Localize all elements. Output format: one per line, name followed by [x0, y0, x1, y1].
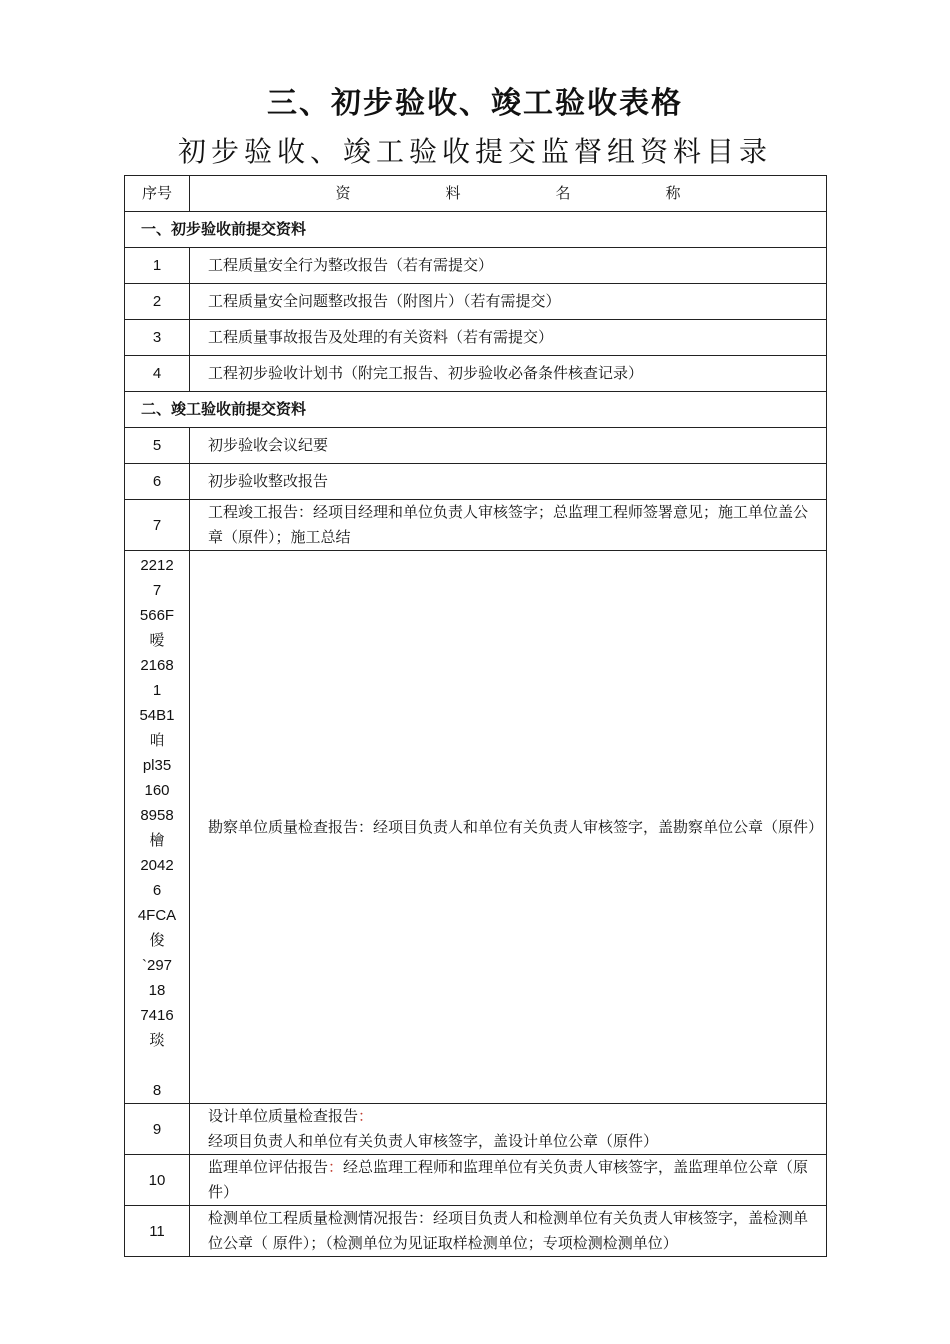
- row-name: 检测单位工程质量检测情况报告：经项目负责人和检测单位有关负责人审核签字，盖检测单位公章（ 原件）；（检测单位为见证取样检测单位；专项检测检测单位）: [190, 1206, 827, 1257]
- row-name: 初步验收整改报告: [190, 464, 827, 500]
- row-no: 11: [125, 1206, 190, 1257]
- noise-line: 566F: [139, 607, 175, 624]
- noise-line: 54B1: [139, 707, 175, 724]
- noise-line: 7: [152, 582, 162, 599]
- noise-line: 2168: [140, 657, 174, 674]
- table-row: [125, 320, 827, 356]
- noise-line: 2042: [140, 857, 174, 874]
- row-name: 工程初步验收计划书（附完工报告、初步验收必备条件核查记录）: [190, 356, 827, 392]
- row-no: 8: [152, 1082, 162, 1099]
- row-name-colon: ：: [328, 1158, 344, 1176]
- row-name: 工程质量事故报告及处理的有关资料（若有需提交）: [190, 320, 827, 356]
- row-no: 4: [125, 356, 190, 392]
- catalog-table: [124, 175, 827, 1257]
- row-name-lead: 设计单位质量检查报告: [208, 1107, 359, 1125]
- row-name: 工程竣工报告：经项目经理和单位负责人审核签字；总监理工程师签署意见；施工单位盖公章（原件）；施工总结: [190, 500, 827, 551]
- row-no: 5: [125, 428, 190, 464]
- noise-line: 嗳: [149, 632, 165, 649]
- section-row: [125, 392, 827, 428]
- page-subtitle: 初步验收、竣工验收提交监督组资料目录: [177, 135, 772, 168]
- row-name-cell: [190, 1155, 827, 1206]
- table-row: [125, 1155, 827, 1206]
- table-row: [125, 428, 827, 464]
- row-name-colon: ：: [358, 1107, 374, 1125]
- row-name-cell: [190, 1104, 827, 1155]
- row-no: 1: [125, 248, 190, 284]
- row-no: 10: [125, 1155, 190, 1206]
- noise-line: 俊: [149, 932, 165, 949]
- noise-line: 檜: [149, 832, 165, 849]
- row-no: 6: [125, 464, 190, 500]
- row-no: 7: [125, 500, 190, 551]
- table-header-row: [125, 176, 827, 212]
- table-row: [125, 284, 827, 320]
- header-no: 序号: [125, 176, 190, 212]
- table-row: [125, 500, 827, 551]
- noise-line: `297: [141, 957, 173, 974]
- row-no-cell: [125, 551, 190, 1104]
- table-row: [125, 1104, 827, 1155]
- noise-line: pl35: [142, 757, 172, 774]
- noise-line: 琰: [149, 1032, 165, 1049]
- page-title: 三、初步验收、竣工验收表格: [267, 86, 683, 121]
- noise-line: 18: [148, 982, 166, 999]
- row-name: 初步验收会议纪要: [190, 428, 827, 464]
- noise-line: 2212: [140, 557, 174, 574]
- section-title-2: 二、竣工验收前提交资料: [125, 392, 827, 428]
- row-no: 2: [125, 284, 190, 320]
- noise-line: 6: [152, 882, 162, 899]
- row-name-rest: 经总监理工程师和监理单位有关负责人审核签字，盖监理单位公章（原件）: [208, 1158, 809, 1201]
- row-name-lead: 监理单位评估报告: [208, 1158, 329, 1176]
- noise-line: 4FCA: [137, 907, 177, 924]
- row-no: 3: [125, 320, 190, 356]
- header-name: 资 料 名 称: [190, 176, 827, 212]
- section-row: [125, 212, 827, 248]
- row-name: 工程质量安全问题整改报告（附图片）（若有需提交）: [190, 284, 827, 320]
- noise-line: 8958: [140, 807, 174, 824]
- table-row: [125, 248, 827, 284]
- noise-line: 1: [152, 682, 162, 699]
- noise-line: 160: [144, 782, 170, 799]
- row-name: 勘察单位质量检查报告：经项目负责人和单位有关负责人审核签字，盖勘察单位公章（原件）: [190, 551, 827, 1104]
- table-row: [125, 464, 827, 500]
- table-row: [125, 551, 827, 1104]
- noise-line: 7416: [140, 1007, 174, 1024]
- row-name-rest: 经项目负责人和单位有关负责人审核签字，盖设计单位公章（原件）: [208, 1132, 659, 1150]
- noise-stack: [125, 551, 189, 1103]
- table-row: [125, 356, 827, 392]
- row-no: 9: [125, 1104, 190, 1155]
- table-row: [125, 1206, 827, 1257]
- row-name: 工程质量安全行为整改报告（若有需提交）: [190, 248, 827, 284]
- noise-line: 咱: [149, 732, 165, 749]
- section-title-1: 一、初步验收前提交资料: [125, 212, 827, 248]
